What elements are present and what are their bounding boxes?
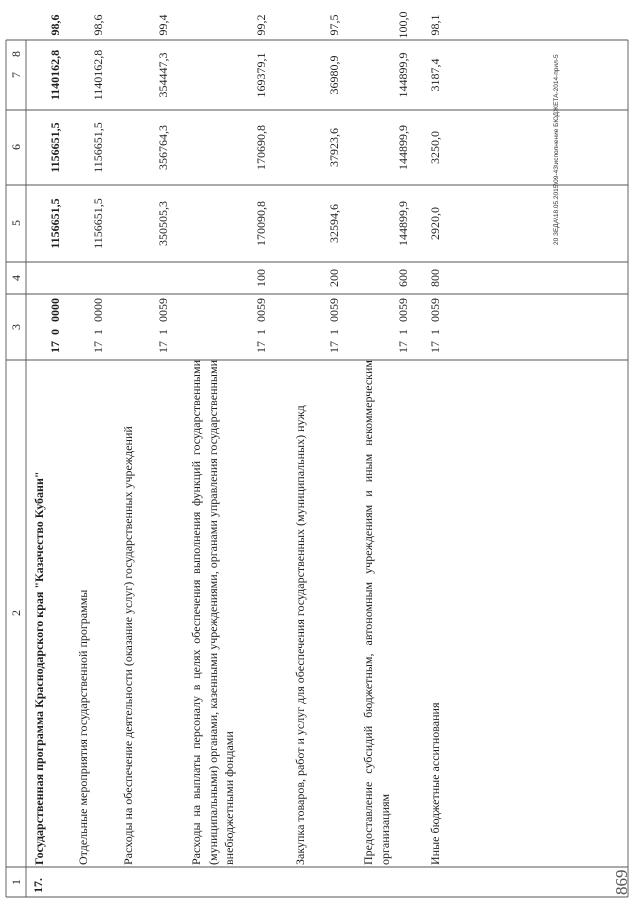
cell-pct: 99,4: [156, 14, 170, 36]
cell-code-3: 0000: [48, 298, 62, 322]
cell-plan: 2920,0: [428, 207, 442, 240]
cell-code-2: 1: [156, 329, 170, 335]
col-index-6: 6: [9, 144, 23, 150]
cell-code-2: 1: [327, 329, 341, 335]
file-stamp: 20 ЗЕДА\18.05.2015\09-43\исполнение БЮДЖЕТА-2014-прил-5: [553, 54, 560, 245]
cell-code-1: 17: [428, 341, 442, 353]
cell-refined: 1156651,5: [91, 122, 105, 173]
cell-exec: 354447,3: [156, 52, 170, 98]
row-name: Расходы на обеспечение деятельности (оказание услуг) государственных учреждений: [121, 426, 135, 865]
page-number: 869: [612, 869, 631, 895]
cell-refined: 170690,8: [254, 125, 268, 170]
cell-plan: 350505,3: [156, 201, 170, 246]
row-name: Иные бюджетные ассигнования: [428, 702, 442, 865]
col-index-1: 1: [9, 879, 23, 885]
cell-vr: 100: [254, 269, 268, 287]
cell-code-1: 17: [396, 341, 410, 353]
col-index-8: 8: [9, 51, 23, 57]
cell-pct: 97,5: [327, 14, 341, 36]
cell-refined: 1156651,5: [48, 122, 62, 173]
cell-code-3: 0059: [156, 298, 170, 322]
cell-code-1: 17: [48, 341, 62, 353]
cell-code-3: 0059: [327, 298, 341, 322]
cell-exec: 3187,4: [428, 58, 442, 92]
cell-code-2: 1: [428, 329, 442, 335]
row-name: Государственная программа Краснодарского края "Казачество Кубани": [32, 471, 46, 865]
cell-code-2: 0: [48, 329, 62, 335]
cell-vr: 600: [396, 269, 410, 287]
cell-code-3: 0059: [254, 298, 268, 322]
cell-refined: 3250,0: [428, 131, 442, 164]
cell-vr: 800: [428, 269, 442, 287]
cell-vr: 200: [327, 269, 341, 287]
cell-exec: 144899,9: [396, 52, 410, 98]
cell-pct: 98,6: [91, 14, 105, 36]
col-index-7: 7: [9, 72, 23, 78]
cell-plan: 1156651,5: [48, 198, 62, 249]
cell-pct: 98,1: [428, 14, 442, 36]
cell-code-1: 17: [327, 341, 341, 353]
cell-code-3: 0000: [91, 298, 105, 322]
col-index-2: 2: [9, 610, 23, 616]
cell-code-1: 17: [156, 341, 170, 353]
row-name: Отдельные мероприятия государственной программы: [76, 589, 90, 865]
cell-code-3: 0059: [396, 298, 410, 322]
cell-plan: 1156651,5: [91, 198, 105, 249]
cell-exec: 1140162,8: [48, 49, 62, 101]
cell-code-3: 0059: [428, 298, 442, 322]
col-index-4: 4: [9, 275, 23, 281]
row-name: Закупка товаров, работ и услуг для обеспечения государственных (муниципальных) нужд: [293, 405, 307, 865]
row-number: 17.: [31, 878, 45, 893]
cell-code-2: 1: [254, 329, 268, 335]
cell-exec: 1140162,8: [91, 49, 105, 101]
cell-plan: 170090,8: [254, 201, 268, 246]
cell-code-2: 1: [91, 329, 105, 335]
cell-exec: 169379,1: [254, 52, 268, 98]
cell-refined: 37923,6: [327, 128, 341, 167]
cell-code-1: 17: [254, 341, 268, 353]
col-index-5: 5: [9, 220, 23, 226]
cell-refined: 356764,3: [156, 125, 170, 170]
cell-pct: 99,2: [254, 14, 268, 36]
row-name: Предоставление субсидий бюджетным, автономным учреждениям и иным некоммерческим организациям: [361, 360, 392, 865]
col-index-3: 3: [9, 324, 23, 330]
cell-code-1: 17: [91, 341, 105, 353]
cell-exec: 36980,9: [327, 55, 341, 95]
cell-pct: 98,6: [48, 14, 62, 36]
cell-plan: 32594,6: [327, 204, 341, 243]
cell-pct: 100,0: [396, 11, 410, 39]
cell-plan: 144899,9: [396, 201, 410, 246]
cell-code-2: 1: [396, 329, 410, 335]
row-name: Расходы на выплаты персоналу в целях обеспечения выполнения функций государственными (муниципальными) органами, казенными учреждениями, органами управления государственными внебюджетными фондами: [189, 360, 236, 865]
cell-refined: 144899,9: [396, 125, 410, 170]
